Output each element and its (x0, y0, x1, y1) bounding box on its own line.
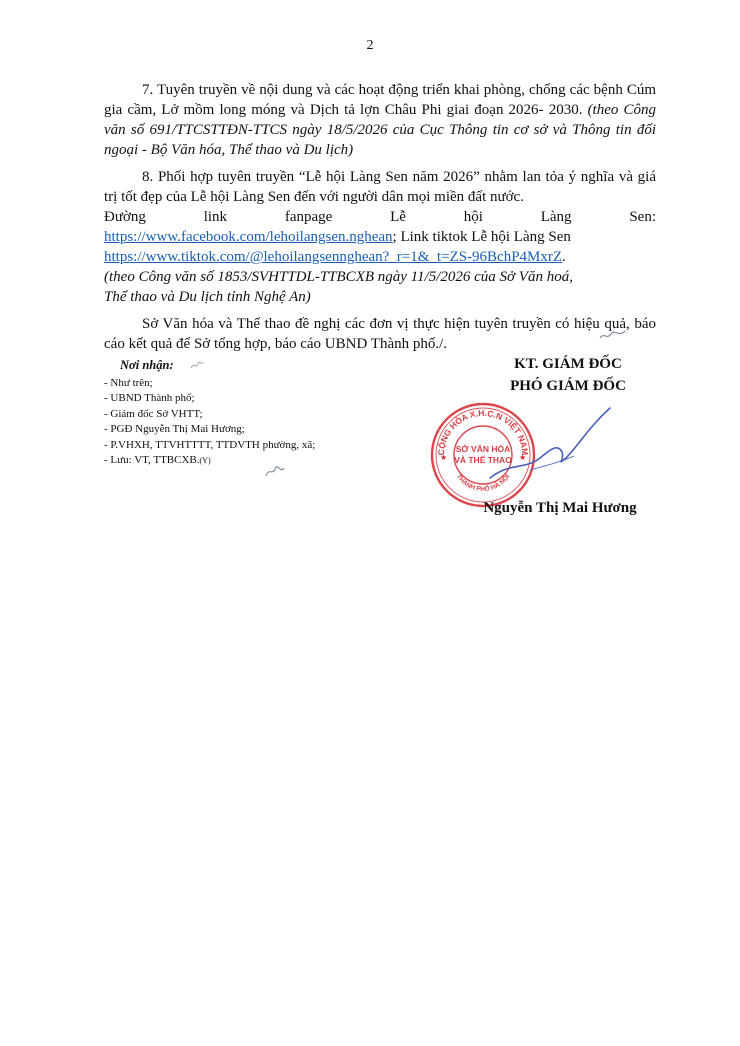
item-8-line-1: 8. Phối hợp tuyên truyền “Lễ hội Làng Sen năm 2026” nhằm lan tỏa ý nghĩa (142, 169, 615, 185)
item-8-reference-cont: Thể thao và Du lịch tỉnh Nghệ An) (104, 289, 311, 305)
recipients-list (104, 376, 404, 469)
facebook-link[interactable]: https://www.facebook.com/lehoilangsen.nghean (104, 229, 393, 245)
signature-position: PHÓ GIÁM ĐỐC (510, 378, 626, 394)
document-body (104, 80, 656, 361)
tiktok-label: ; Link tiktok Lễ hội Làng Sen (392, 229, 571, 245)
word: fanpage (284, 209, 333, 225)
recipients-title: Nơi nhận: (120, 358, 174, 372)
word: Đường (104, 209, 146, 225)
handwritten-signature-icon (470, 400, 620, 490)
recipient-item: - Giám đốc Sở VHTT; (104, 407, 203, 420)
signer-name: Nguyễn Thị Mai Hương (483, 500, 637, 516)
recipient-archive: - Lưu: VT, TTBCXB. (104, 454, 200, 466)
item-8-tiktok-line (104, 247, 656, 267)
initial-mark-icon (598, 328, 628, 342)
item-8-paragraph (104, 167, 656, 307)
initial-mark-icon (264, 464, 286, 478)
stamp-outer-text: CỘNG HÒA X.H.C.N VIỆT NAM (435, 407, 531, 456)
svg-text:SỞ VĂN HÓA: SỞ VĂN HÓA (455, 444, 511, 454)
word: Lễ (390, 209, 406, 225)
svg-text:★: ★ (440, 453, 448, 462)
closing-paragraph (104, 314, 656, 354)
period: . (562, 249, 566, 265)
word: Sen: (629, 209, 656, 225)
closing-line-1: Sở Văn hóa và Thể thao đề nghị các đơn vị thực hiện tuyên truyền có hiệu (142, 316, 600, 332)
signature-block (458, 353, 678, 397)
item-8-links-line (104, 227, 656, 247)
item-7-reference: (theo Công văn số 691/TTCSTTĐN-TTCS ngày 18/5/2026 của Cục Thông (104, 102, 657, 138)
recipient-item: - P.VHXH, TTVHTTTT, TTDVTH phường, xã; (104, 438, 316, 451)
item-7-reference-cont: tin cơ sở và Thông tin đối ngoại - Bộ Văn hóa, Thể thao và Du lịch) (104, 122, 657, 158)
recipients-block (104, 358, 404, 469)
recipient-item (104, 453, 404, 469)
tiktok-link[interactable]: https://www.tiktok.com/@lehoilangsennghean?_r=1&_t=ZS-96BchP4MxrZ (104, 249, 563, 265)
signature-title: KT. GIÁM ĐỐC (514, 356, 622, 372)
item-8-reference: (theo Công văn số 1853/SVHTTDL-TTBCXB ngày 11/5/2026 của Sở Văn hoá, (104, 269, 573, 285)
recipient-item: - PGĐ Nguyễn Thị Mai Hương; (104, 423, 245, 435)
word: link (203, 209, 228, 225)
item-7-paragraph (104, 80, 656, 160)
word: Làng (540, 209, 572, 225)
item-8-line-2: và giá trị tốt đẹp của Lễ hội Làng Sen đến với người dân mọi miền đất nước. (104, 169, 656, 205)
word: hội (463, 209, 483, 225)
recipient-initials: (Y) (199, 456, 211, 465)
item-7-line-3: 2030. (548, 102, 588, 118)
item-7-line-2: bệnh Cúm gia cầm, Lở mồm long móng và Dịch tả lợn Châu Phi giai đoạn 2026- (104, 82, 656, 118)
item-8-fanpage-line (104, 207, 656, 227)
initial-mark-icon (190, 360, 204, 370)
svg-text:VÀ THỂ THAO: VÀ THỂ THAO (454, 455, 512, 465)
recipient-item: - Như trên; (104, 376, 153, 389)
recipient-item: - UBND Thành phố; (104, 392, 195, 404)
svg-text:★: ★ (519, 453, 527, 462)
stamp-bottom-text: THÀNH PHỐ HÀ NỘI (454, 473, 512, 494)
closing-line-2: quả, báo cáo kết quả để Sở tổng hợp, báo cáo UBND Thành phố./. (104, 316, 656, 352)
page-number: 2 (366, 38, 374, 53)
item-7-line-1: 7. Tuyên truyền về nội dung và các hoạt động triển khai phòng, chống các (142, 82, 590, 98)
